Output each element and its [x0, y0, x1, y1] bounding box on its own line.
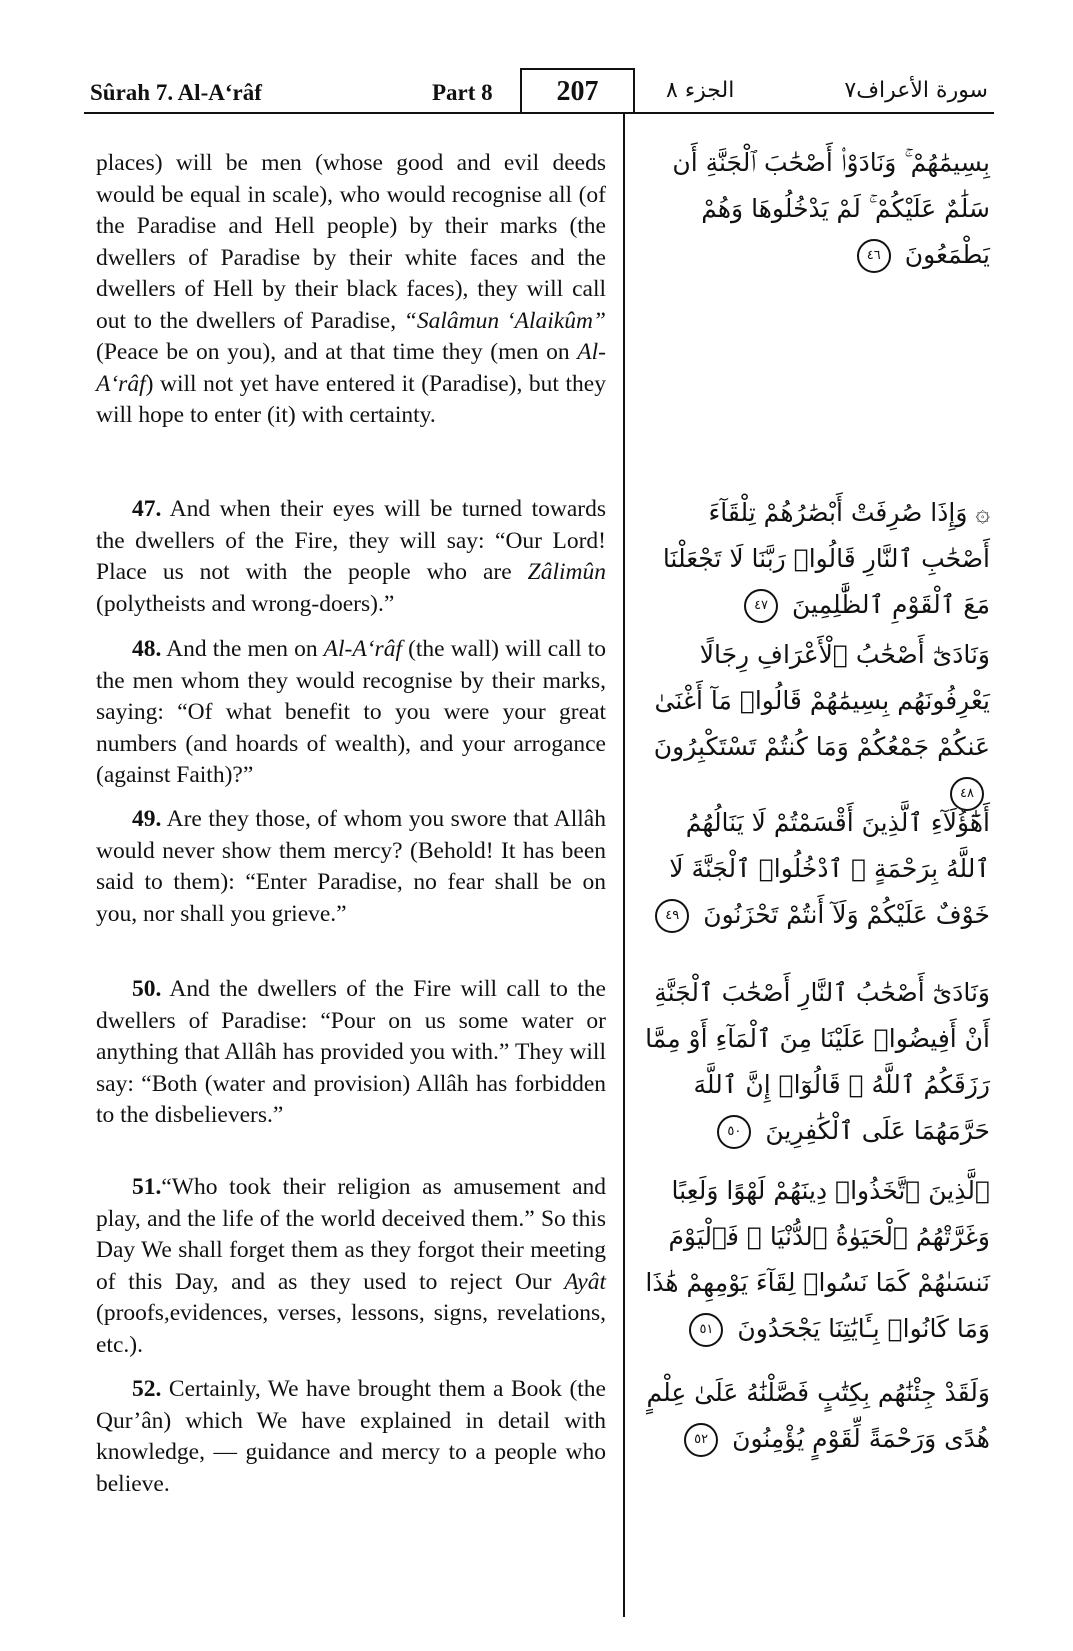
arabic-verse-51 [640, 1168, 990, 1352]
verse-italic: Al-A‘râf [96, 339, 606, 397]
ayah-number-marker: ٤٧ [744, 589, 778, 623]
part-label: Part 8 [432, 80, 493, 105]
header-rule [84, 112, 994, 114]
ayah-number-marker: ٤٨ [950, 777, 984, 811]
verse-italic: Ayât [564, 1268, 606, 1295]
verse-text: (Peace be on you), and at that time they (men on [96, 339, 578, 365]
verse-italic: Al-A‘râf [323, 636, 402, 662]
verse-text: (the wall) will call to the men whom they would recognise by their marks, saying: “Of what benefit to you were your great numbers (and hoards of wealth), and your arrogance (against Faith)?” [96, 636, 606, 788]
arabic-text: ٱلَّذِينَ ٱتَّخَذُوا۟ دِينَهُمْ لَهْوًا وَلَعِبًا وَغَرَّتْهُمُ ٱلْحَيَوٰةُ ٱلدُّنْيَا ۚ فَٱلْيَوْمَ نَنسَىٰهُمْ كَمَا نَسُوا۟ لِقَآءَ يَوْمِهِمْ هَٰذَا وَمَا كَانُوا۟ بِـَٔايَٰتِنَا يَجْحَدُونَ [645, 1176, 990, 1343]
verse-49 [96, 804, 606, 930]
arabic-text: وَنَادَىٰٓ أَصْحَٰبُ ٱلْأَعْرَافِ رِجَالًا يَعْرِفُونَهُم بِسِيمَٰهُمْ قَالُوا۟ مَآ أَغْنَىٰ عَنكُمْ جَمْعُكُمْ وَمَا كُنتُمْ تَسْتَكْبِرُونَ [653, 640, 990, 761]
verse-text: And when their eyes will be turned towards the dwellers of the Fire, they will say: “Our Lord! Place us not with the people who are [96, 496, 606, 585]
verse-46-continued [96, 148, 606, 432]
ayah-number-marker: ٤٦ [857, 239, 891, 273]
verse-text: places) will be men (whose good and evil deeds would be equal in scale), who would recognise all (of the Paradise and Hell people) by their marks (the dwellers of Paradise by their white faces and the dwellers of Hell by their black faces), they will call out to the dwellers of Paradise, [96, 150, 606, 334]
verse-48 [96, 634, 606, 792]
verse-number: 52. [132, 1376, 162, 1402]
column-divider [623, 112, 625, 1617]
verse-italic: Zâlimûn [527, 559, 606, 585]
verse-number: 50. [132, 976, 162, 1002]
verse-text: “Who took their religion as amusement and play, and the life of the world deceived them.” So this Day We shall forget them as they forgot their meeting of this Day, and as they used to reject Our [96, 1174, 606, 1295]
verse-text: Are they those, of whom you swore that Allâh would never show them mercy? (Behold! It has been said to them): “Enter Paradise, no fear shall be on you, nor shall you grieve.” [96, 806, 606, 927]
verse-50 [96, 974, 606, 1132]
arabic-verse-46 [640, 140, 990, 278]
surah-title-english: Sûrah 7. Al-A‘râf [90, 80, 262, 105]
arabic-text: بِسِيمَٰهُمْ ۚ وَنَادَوْا۟ أَصْحَٰبَ ٱلْجَنَّةِ أَن سَلَٰمٌ عَلَيْكُمْ ۚ لَمْ يَدْخُلُوهَا وَهُمْ يَطْمَعُونَ [672, 148, 990, 269]
arabic-text: أَهَٰٓؤُلَآءِ ٱلَّذِينَ أَقْسَمْتُمْ لَا يَنَالُهُمُ ٱللَّهُ بِرَحْمَةٍ ۚ ٱدْخُلُوا۟ ٱلْجَنَّةَ لَا خَوْفٌ عَلَيْكُمْ وَلَآ أَنتُمْ تَحْزَنُونَ [669, 808, 990, 929]
verse-52 [96, 1374, 606, 1500]
arabic-verse-47 [640, 490, 990, 628]
verse-number: 47. [132, 496, 162, 522]
ayah-number-marker: ٥٢ [684, 1423, 718, 1457]
arabic-text: ۞ وَإِذَا صُرِفَتْ أَبْصَٰرُهُمْ تِلْقَآءَ أَصْحَٰبِ ٱلنَّارِ قَالُوا۟ رَبَّنَا لَا تَجْعَلْنَا مَعَ ٱلْقَوْمِ ٱلظَّٰلِمِينَ [662, 498, 990, 619]
surah-title-arabic: سورة الأعراف٧ [844, 78, 988, 103]
arabic-verse-52 [640, 1370, 990, 1462]
verse-text: ) will not yet have entered it (Paradise), but they will hope to enter (it) with certainty. [96, 370, 606, 428]
verse-47 [96, 494, 606, 620]
ayah-number-marker: ٥٠ [717, 1115, 751, 1149]
arabic-verse-50 [640, 970, 990, 1154]
verse-text: And the dwellers of the Fire will call to the dwellers of Paradise: “Pour on us some water or anything that Allâh has provided you with.” They will say: “Both (water and provision) Allâh has forbidden to the disbelievers.” [96, 976, 606, 1128]
page-header [84, 70, 994, 112]
juz-label-arabic: الجزء ٨ [666, 78, 735, 103]
arabic-verse-48 [640, 632, 990, 816]
verse-text: (polytheists and wrong-doers).” [96, 590, 395, 617]
verse-number: 48. [132, 636, 162, 662]
verse-text: And the men on [161, 636, 324, 662]
ayah-number-marker: ٤٩ [655, 899, 689, 933]
arabic-text: وَلَقَدْ جِئْنَٰهُم بِكِتَٰبٍ فَصَّلْنَٰهُ عَلَىٰ عِلْمٍ هُدًى وَرَحْمَةً لِّقَوْمٍ يُؤْمِنُونَ [646, 1378, 990, 1453]
verse-text: Certainly, We have brought them a Book (the Qur’ân) which We have explained in detail with knowledge, — guidance and mercy to a people who believe. [96, 1376, 606, 1497]
arabic-verse-49 [640, 800, 990, 938]
verse-number: 51. [132, 1174, 162, 1200]
ayah-number-marker: ٥١ [689, 1313, 723, 1347]
verse-number: 49. [132, 806, 162, 832]
verse-text: (proofs,evidences, verses, lessons, signs, revelations, etc.). [96, 1300, 606, 1358]
arabic-text: وَنَادَىٰٓ أَصْحَٰبُ ٱلنَّارِ أَصْحَٰبَ ٱلْجَنَّةِ أَنْ أَفِيضُوا۟ عَلَيْنَا مِنَ ٱلْمَآءِ أَوْ مِمَّا رَزَقَكُمُ ٱللَّهُ ۚ قَالُوٓا۟ إِنَّ ٱللَّهَ حَرَّمَهُمَا عَلَى ٱلْكَٰفِرِينَ [645, 978, 990, 1145]
verse-51 [96, 1172, 606, 1361]
page-number: 207 [520, 68, 635, 112]
verse-italic: “Salâmun ‘Alaikûm” [403, 307, 606, 334]
